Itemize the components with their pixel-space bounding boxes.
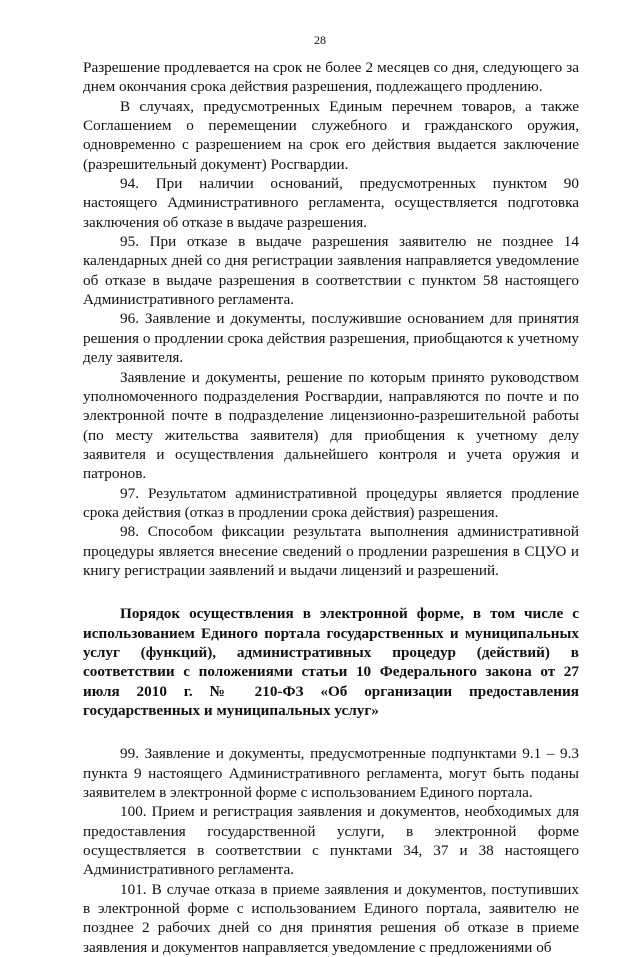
- paragraph: 95. При отказе в выдаче разрешения заявителю не позднее 14 календарных дней со дня регистрации заявления направляется уведомление об отказе в выдаче разрешения в соответствии с пунктом 58 настоящего Административного регламента.: [83, 233, 579, 309]
- paragraph: 97. Результатом административной процедуры является продление срока действия (отказ в продлении срока действия) разрешения.: [83, 484, 579, 521]
- paragraph: Заявление и документы, решение по которым принято руководством уполномоченного подразделения Росгвардии, направляются по почте и по электронной почте в подразделение лицензионно-разрешительной работы (по месту жительства заявителя) для приобщения к учетному делу заявителя и осуществления дальнейшего контроля и учета оружия и патронов.: [83, 368, 579, 483]
- paragraph: 96. Заявление и документы, послужившие основанием для принятия решения о продлении срока действия разрешения, приобщаются к учетному делу заявителя.: [83, 310, 579, 367]
- paragraph: В случаях, предусмотренных Единым перечнем товаров, а также Соглашением о перемещении служебного и гражданского оружия, одновременно с разрешением на срок его действия выдается заключение (разрешительный документ) Росгвардии.: [83, 97, 579, 173]
- paragraphs-before-heading: [83, 58, 579, 580]
- paragraph: Разрешение продлевается на срок не более 2 месяцев со дня, следующего за днем окончания срока действия разрешения, подлежащего продлению.: [83, 59, 579, 96]
- paragraphs-after-heading: [83, 744, 579, 957]
- page-number: 28: [314, 33, 326, 47]
- heading-spacer: [83, 720, 579, 744]
- paragraph: 99. Заявление и документы, предусмотренные подпунктами 9.1 – 9.3 пункта 9 настоящего Административного регламента, могут быть поданы заявителем в электронной форме с использованием Единого портала.: [83, 745, 579, 802]
- section-heading: Порядок осуществления в электронной форме, в том числе с использованием Единого портала государственных и муниципальных услуг (функций), административных процедур (действий) в соответствии с положениями статьи 10 Федерального закона от 27 июля 2010 г. № 210-ФЗ «Об организации предоставления государственных и муниципальных услуг»: [83, 605, 579, 719]
- paragraph: 100. Прием и регистрация заявления и документов, необходимых для предоставления государственной услуги, в электронной форме осуществляется в соответствии с пунктами 34, 37 и 38 настоящего Административного регламента.: [83, 803, 579, 879]
- paragraph: 101. В случае отказа в приеме заявления и документов, поступивших в электронной форме с использованием Единого портала, заявителю не позднее 2 рабочих дней со дня принятия решения об отказе в приеме заявления и документов направляется уведомление с предложениями об: [83, 880, 579, 956]
- paragraph: 98. Способом фиксации результата выполнения административной процедуры является внесение сведений о продлении разрешения в СЦУО и книгу регистрации заявлений и выдачи лицензий и разрешений.: [83, 523, 579, 579]
- document-body: [83, 58, 579, 957]
- paragraph: 94. При наличии оснований, предусмотренных пунктом 90 настоящего Административного регламента, осуществляется подготовка заключения об отказе в выдаче разрешения.: [83, 175, 579, 231]
